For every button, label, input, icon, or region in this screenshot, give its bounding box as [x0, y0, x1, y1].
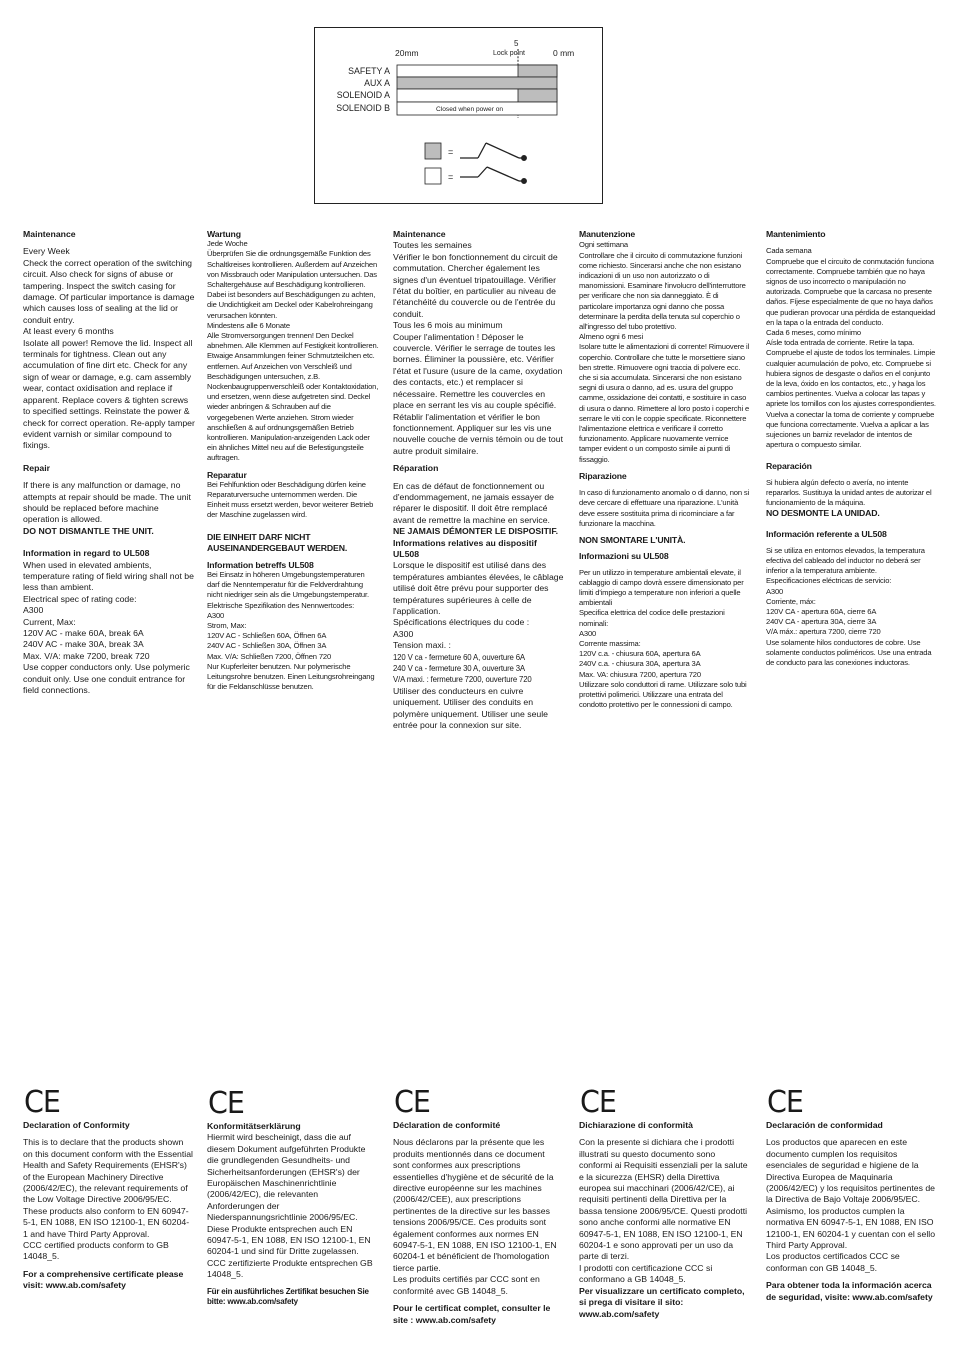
de-conformity-text: Hiermit wird bescheinigt, dass die auf diesem Dokument aufgeführten Produkte die grundlegenden Gesundheits- und Sicherheitsanforderungen (EHSR's) der Europäischen Maschinenrichtlinie (2006/42/EC), die relevanten Anforderungen der Niederspannungsrichtlinie 2006/95/EC. Diese Produkte entsprechen auch EN 60947-5-1, EN 1088, EN ISO 12100-1, EN 60204-1 und sind für Dritte zugelassen. CCC zertifizierte Produkte entsprechen GB 14048_5. [207, 1132, 373, 1280]
row-label-aux-a: AUX A [364, 78, 390, 88]
ce-mark-icon [579, 1085, 749, 1120]
legend-open-swatch [425, 168, 441, 184]
es-conformity-block [766, 1085, 936, 1303]
en-ul508-heading: Information in regard to UL508 [23, 548, 150, 559]
switching-timing-diagram [314, 27, 604, 205]
en-repair-text: If there is any malfunction or damage, no attempts at repair should be made. The unit should be replaced before machine operation is allowed. [23, 480, 191, 525]
fr-conformity-block [393, 1085, 563, 1326]
closed-when-power-on-note: Closed when power on [436, 106, 504, 113]
row-bar-solenoid-a [397, 89, 557, 102]
italian-column [579, 229, 751, 710]
it-conformity-link: Per visualizzare un certificato completo, si prega di visitare il sito: www.ab.com/safety [579, 1285, 745, 1319]
en-conformity-title: Declaration of Conformity [23, 1120, 130, 1130]
it-maintenance-text: Ogni settimana Controllare che il circuito di commutazione funzioni come richiesto. Sincerarsi anche che non esistano indicazioni di un uso non autorizzato o di manomissioni. Esaminare l'involucro dell'interruttore per verificare che non sia danneggiato. È di particolare importanza ogni danno che possa determinare la perdita della tenuta sul coperchio o all'ingresso del tubo protettivo. Almeno ogni 6 mesi Isolare tutte le alimentazioni di corrente! Rimuovere il coperchio. Controllare che tutte le morsettiere siano ben strette. Rimuovere ogni traccia di polvere ecc. che si sia accumulata. Sincerarsi che non esistano segni di usura o danno, ad es. usura del gruppo camme, ossidazione dei contatti, e sostituire in caso di usura o danno. Rimettere al loro posto i coperchi e serrare le viti con le coppie specificate. Riconnettere l'alimentazione elettrica e verificare il corretto funzionamento. Applicare nuovamente vernice tamper evident o un composto simile ai punti di fissaggio. [579, 240, 750, 464]
row-label-solenoid-b: SOLENOID B [336, 103, 390, 113]
french-column [393, 229, 565, 731]
english-column [23, 229, 195, 696]
fr-dismantle-warning: NE JAMAIS DÉMONTER LE DISPOSITIF. [393, 526, 559, 537]
ce-mark-text: CE [207, 1086, 244, 1121]
de-dismantle-warning: DIE EINHEIT DARF NICHT AUSEINANDERGEBAUT WERDEN. [207, 531, 348, 553]
it-repair-heading: Riparazione [579, 470, 627, 481]
scale-20mm-label: 20mm [395, 48, 419, 58]
fr-ul508-conductors: Utiliser des conducteurs en cuivre uniquement. Utiliser des conduits en polymère uniquement. Utiliser une seule entrée pour la connexion sur site. [393, 685, 549, 731]
ce-mark-text: CE [393, 1085, 430, 1120]
ce-mark-icon [766, 1085, 936, 1120]
ce-mark-icon [23, 1085, 193, 1120]
de-repair-heading: Reparatur [207, 469, 247, 480]
fr-repair-text: En cas de défaut de fonctionnement ou d'endommagement, ne jamais essayer de réparer le dispositif. Il doit être remplacé avant de remettre la machine en service. [393, 480, 555, 525]
de-conformity-block [207, 1086, 377, 1308]
lock-point-label: Lock point [493, 50, 525, 57]
fr-conformity-link: Pour le certificat complet, consulter le site : www.ab.com/safety [393, 1303, 551, 1325]
es-dismantle-warning: NO DESMONTE LA UNIDAD. [766, 508, 880, 519]
fr-ul508-heading: Informations relatives au dispositif UL508 [393, 537, 537, 559]
es-conformity-title: Declaración de conformidad [766, 1120, 883, 1130]
en-repair-heading: Repair [23, 462, 51, 473]
ce-mark-text: CE [23, 1085, 60, 1120]
es-repair-text: Si hubiera algún defecto o avería, no intente repararlos. Sustituya la unidad antes de autorizar el funcionamiento de la máquina. [766, 477, 932, 508]
it-ul508-text: Per un utilizzo in temperature ambientali elevate, il cablaggio di campo dovrà essere dimensionato per limiti d'impiego a temperature non inferiori a quelle ambientali Specifica elettrica del codice delle prestazioni nominali: A300 Corrente massima: 120V c.a. - chiusura 60A, apertura 6A 240V c.a. - chiusura 30A, apertura 3A Max. VA: chiusura 7200, apertura 720 Utilizzare solo conduttori di rame. Utilizzare solo tubi protettivi polimerici. Utilizzare una entrata del condotto protettivo per le connessioni di campo. [579, 567, 747, 710]
fr-repair-heading: Réparation [393, 463, 439, 474]
row-bar-safety-a [397, 65, 557, 77]
it-conformity-text: Con la presente si dichiara che i prodotti illustrati su questo documento sono conformi ai Requisiti essenziali per la salute e la sicurezza (EHSR) della Direttiva europea sui macchinari (2006/42/CE), ai requisiti pertinenti della Direttiva per la bassa tensione 2006/95/CE. Questi prodotti sono anche conformi alle normative EN 60947-5-1, EN 1088, EN ISO 12100-1, EN 60204-1 e sono approvati per un uso da parte di terzi. I prodotti con certificazione CCC si conformano a GB 14048_5. [579, 1137, 748, 1285]
es-conformity-link: Para obtener toda la información acerca de seguridad, visite: www.ab.com/safety [766, 1280, 933, 1302]
it-conformity-title: Dichiarazione di conformità [579, 1120, 693, 1130]
es-maintenance-heading: Mantenimiento [766, 229, 826, 239]
es-repair-heading: Reparación [766, 461, 812, 472]
es-ul508-heading: Información referente a UL508 [766, 529, 887, 540]
it-maintenance-heading: Manutenzione [579, 229, 636, 239]
spanish-column [766, 229, 938, 668]
fr-ul508-ratings: 120 V ca - fermeture 60 A, ouverture 6A 240 V ca - fermeture 30 A, ouverture 3A V/A maxi. : fermeture 7200, ouverture 720 [393, 652, 532, 685]
it-ul508-heading: Informazioni su UL508 [579, 551, 669, 562]
en-conformity-block [23, 1085, 193, 1292]
es-maintenance-text: Cada semana Compruebe que el circuito de conmutación funciona correctamente. Compruebe también que no haya signos de uso incorrecto o manipulación no autorizada. Compruebe que la carcasa no presente daños. Fíjese especialmente de que no haya daños que pudieran provocar una pérdida de estanqueidad en la tapa o la entrada del conducto. Cada 6 meses, como mínimo Aísle toda entrada de corriente. Retire la tapa. Compruebe el ajuste de todos los terminales. Limpie cualquier acumulación de polvo, etc. Compruebe si hubiera signos de desgaste o daños en el conjunto de la leva, óxido en los contactos, etc., y haga los cambios pertinentes. Vuelva a colocar las tapas y apriete los tornillos con los ajustes correspondientes. Vuelva a conectar la toma de corriente y compruebe que funciona correctamente. Vuelva a aplicar a las sujeciones un barniz revelador de intentos de apertura o compuesto similar. [766, 246, 936, 450]
en-conformity-link: For a comprehensive certificate please visit: www.ab.com/safety [23, 1268, 184, 1291]
ce-mark-text: CE [579, 1085, 616, 1120]
en-ul508-text: When used in elevated ambients, temperature rating of field wiring shall not be less than ambient. Electrical spec of rating code: A300 Current, Max: 120V AC - make 60A, break 6A 240V AC - make 30A, break 3A Max. V/A: make 7200, break 720 Use copper conductors only. Use polymeric conduit only. Use one conduit entrance for field connections. [23, 559, 194, 696]
en-maintenance-text: Every Week Check the correct operation of the switching circuit. Also check for signs of abuse or tampering. Inspect the switch casing for damage. Of particular importance is damage which causes loss of sealing at the lid or conduit entry. At least every 6 months Isolate all power! Remove the lid. Inspect all terminals for tightness. Clean out any accumulation of fine dirt etc. Check for any sign of wear or damage, e.g. cam assembly wear, contact oxidisation and replace if apparent. Replace covers & tighten screws to specified settings. Reinstate the power & check for correct operation. Re-apply tamper evident varnish or similar compound to fixings. [23, 246, 195, 451]
it-repair-text: In caso di funzionamento anomalo o di danno, non si deve cercare di effettuare una riparazione. L'unità deve essere sostituita prima di ricominciare a far funzionare la macchina. [579, 488, 750, 528]
fr-conformity-title: Déclaration de conformité [393, 1120, 501, 1130]
fr-maintenance-heading: Maintenance [393, 229, 446, 239]
de-maintenance-heading: Wartung [207, 229, 241, 239]
fr-conformity-text: Nous déclarons par la présente que les produits mentionnés dans ce document sont conformes aux prescriptions essentielles d'hygiène et de sécurité de la directive européenne sur les machines (2006/42/CEE), aux prescriptions pertinentes de la directive sur les basses tensions 2006/95/CE. Ces produits sont également conformes aux normes EN 60947-5-1, EN 1088, EN ISO 12100-1, EN 60204-1 et bénéficient de l'homologation tierce partie. Les produits certifiés par CCC sont en conformité avec GB 14048_5. [393, 1137, 557, 1296]
it-conformity-block [579, 1085, 749, 1320]
legend-closed-eq: = [448, 147, 454, 157]
ce-mark-icon [207, 1086, 377, 1121]
de-conformity-link: Für ein ausführliches Zertifikat besuchen Sie bitte: www.ab.com/safety [207, 1286, 369, 1307]
de-conformity-title: Konformitätserklärung [207, 1121, 301, 1131]
de-ul508-heading: Information betreffs UL508 [207, 559, 314, 570]
es-conformity-text: Los productos que aparecen en este documento cumplen los requisitos esenciales de seguridad e higiene de la Directiva Europea de Maquinaria (2006/42/EC) y los requisitos pertinentes de la Directiva de Bajo Voltaje 2006/95/EC. Asimismo, los productos cumplen la normativa EN 60947-5-1, EN 1088, EN ISO 12100-1, EN 60204-1 y cuentan con el sello Third Party Approval. Los productos certificados CCC se conforman con GB 14048_5. [766, 1137, 936, 1273]
de-repair-text: Bei Fehlfunktion oder Beschädigung dürfen keine Reparaturversuche unternommen werden. Die Einheit muss ersetzt werden, bevor weiterer Betrieb der Maschine zugelassen wird. [207, 479, 374, 520]
en-conformity-text: This is to declare that the products shown on this document conform with the Essential Health and Safety Requirements (EHSR's) of the European Machinery Directive (2006/42/EC), the relevant requirements of the Low Voltage Directive 2006/95/EC. These products also conform to EN 60947-5-1, EN 1088, EN ISO 12100-1, EN 60204-1 and have Third Party Approval. CCC certified products conform to GB 14048_5. [23, 1137, 193, 1262]
de-ul508-text: Bei Einsatz in höheren Umgebungstemperaturen darf die Nenntemperatur für die Feldverdrahtung nicht niedriger sein als die Umgebungstemperatur. Elektrische Spezifikation des Nennwertcodes: A300 Strom, Max: 120V AC - Schließen 60A, Öffnen 6A 240V AC - Schließen 30A, Öffnen 3A Max. V/A: Schließen 7200, Öffnen 720 Nur Kupferleiter benutzen. Nur polymerische Leitungsrohre benutzen. Einen Leitungsrohreingang für die Feldanschlüsse benutzen. [207, 569, 375, 692]
it-dismantle-warning: NON SMONTARE L'UNITÀ. [579, 535, 686, 546]
es-ul508-text: Si se utiliza en entornos elevados, la temperatura efectiva del cableado del inductor no deberá ser inferior a la temperatura ambiente. Especificaciones eléctricas de servicio: A300 Corriente, máx: 120V CA - apertura 60A, cierre 6A 240V CA - apertura 30A, cierre 3A V/A máx.: apertura 7200, cierre 720 Use solamente hilos conductores de cobre. Use solamente conductos poliméricos. Use una entrada de conducto para las conexiones inductoras. [766, 545, 932, 667]
legend-closed-swatch [425, 143, 441, 159]
scale-5-label: 5 [514, 39, 519, 48]
row-bar-aux-a [397, 77, 557, 89]
legend-open-eq: = [448, 172, 454, 182]
de-maintenance-text: Jede Woche Überprüfen Sie die ordnungsgemäße Funktion des Schaltkreises kontrollieren. Außerdem auf Anzeichen von Missbrauch oder Manipulation untersuchen. Das Schaltergehäuse auf Beschädigung kontrollieren. Dabei ist besonders auf Beschädigungen zu achten, die Undichtigkeit am Deckel oder Kabelrohreingang verursachen könnten. Mindestens alle 6 Monate Alle Stromversorgungen trennen! Den Deckel abnehmen. Alle Klemmen auf Festigkeit kontrollieren. Etwaige Ansammlungen feiner Schmutzteilchen etc. entfernen. Auf Anzeichen von Verschleiß und Beschädigungen untersuchen, z.B. Nockenbaugruppenverschleiß oder Kontaktoxidation, und ersetzen, wenn diese aufgetreten sind. Deckel wieder anbringen & Schrauben auf die vorgegebenen Werte anziehen. Strom wieder anschließen & auf ordnungsgemäßen Betrieb kontrollieren. Manipulation-anzeigenden Lack oder ein ähnliches Mittel neu auf die Befestigungsteile auftragen. [207, 239, 379, 463]
row-label-solenoid-a: SOLENOID A [336, 90, 390, 100]
scale-0mm-label: 0 mm [553, 48, 575, 58]
german-column [207, 229, 379, 692]
row-label-safety-a: SAFETY A [348, 66, 390, 76]
en-maintenance-heading: Maintenance [23, 229, 76, 239]
en-dismantle-warning: DO NOT DISMANTLE THE UNIT. [23, 525, 154, 536]
ce-mark-icon [393, 1085, 563, 1120]
ce-mark-text: CE [766, 1085, 803, 1120]
fr-maintenance-text: Toutes les semaines Vérifier le bon fonctionnement du circuit de commutation. Chercher également les signes d'un éventuel tripatouillage. Vérifier l'état du boîtier, en particulier au niveau de l'étanchéité du couvercle ou de l'entrée du conduit. Tous les 6 mois au minimum Couper l'alimentation ! Déposer le couvercle. Vérifier le serrage de toutes les bornes. Éliminer la poussière, etc. Vérifier l'état et l'usure (usure de la came, oxydation des contacts, etc.) et remplacer si nécessaire. Remettre les couvercles en place en serrant les vis au couple spécifié. Rétablir l'alimentation et vérifier le bon fonctionnement. Appliquer sur les vis une nouvelle couche de vernis témoin ou de tout autre produit similaire. [393, 240, 564, 456]
fr-ul508-text: Lorsque le dispositif est utilisé dans des températures ambiantes élevées, le câblage utilisé doit être prévu pour supporter des températures supérieures à celle de l'application. Spécifications électriques du code : A300 Tension maxi. : [393, 560, 564, 651]
